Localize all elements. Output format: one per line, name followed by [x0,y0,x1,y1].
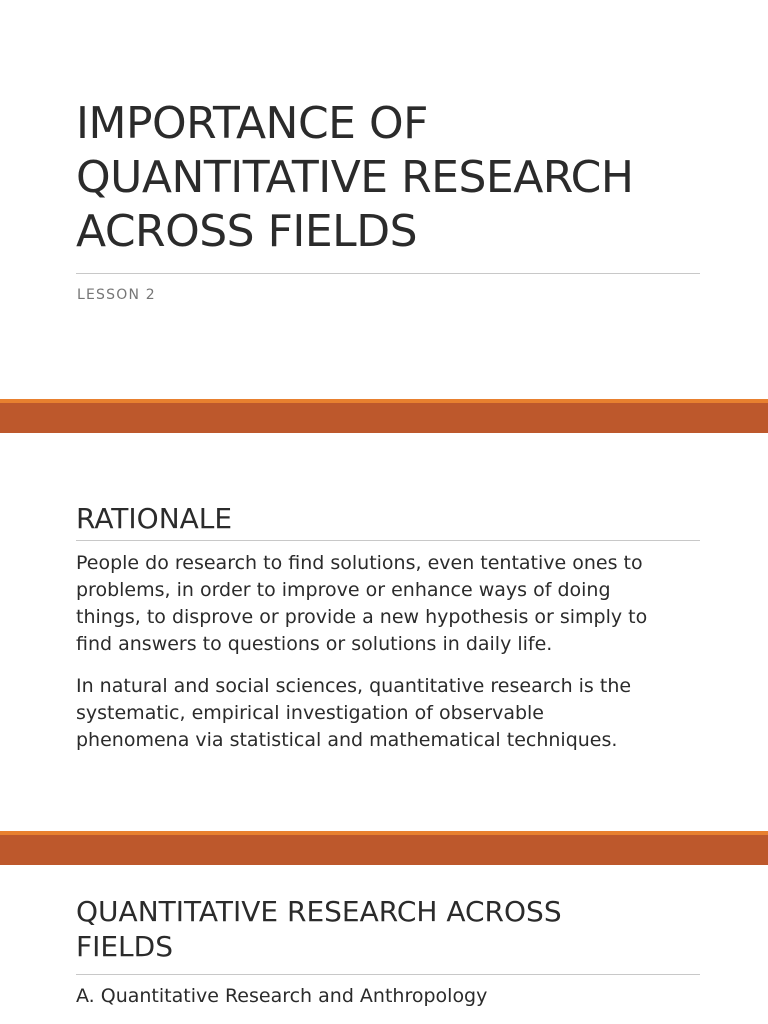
heading-divider-line [76,974,700,975]
paragraph-line: things, to disprove or provide a new hypothesis or simply to [76,606,648,628]
fields-slide [0,865,768,1024]
paragraph-line: systematic, empirical investigation of observable [76,702,544,724]
fields-heading [76,894,696,964]
title-line: IMPORTANCE OF [76,98,428,149]
heading-line: QUANTITATIVE RESEARCH ACROSS [76,895,562,928]
slide-title [76,97,716,259]
title-slide [0,0,768,399]
slide-subtitle: LESSON 2 [77,287,156,303]
rationale-paragraph-2 [76,673,716,754]
title-divider-line [76,273,700,274]
title-line: QUANTITATIVE RESEARCH [76,152,634,203]
title-line: ACROSS FIELDS [76,206,418,257]
paragraph-line: find answers to questions or solutions in daily life. [76,633,553,655]
paragraph-line: phenomena via statistical and mathematical techniques. [76,729,618,751]
heading-line: FIELDS [76,930,173,963]
paragraph-line: People do research to find solutions, even tentative ones to [76,552,643,574]
rationale-paragraph-1 [76,550,716,658]
field-item-anthropology: A. Quantitative Research and Anthropology [76,985,488,1007]
heading-divider-line [76,540,700,541]
paragraph-line: problems, in order to improve or enhance ways of doing [76,579,611,601]
slide-divider-bar [0,399,768,433]
rationale-slide [0,433,768,831]
paragraph-line: In natural and social sciences, quantitative research is the [76,675,632,697]
slide-divider-bar [0,831,768,865]
rationale-heading: RATIONALE [76,502,233,535]
